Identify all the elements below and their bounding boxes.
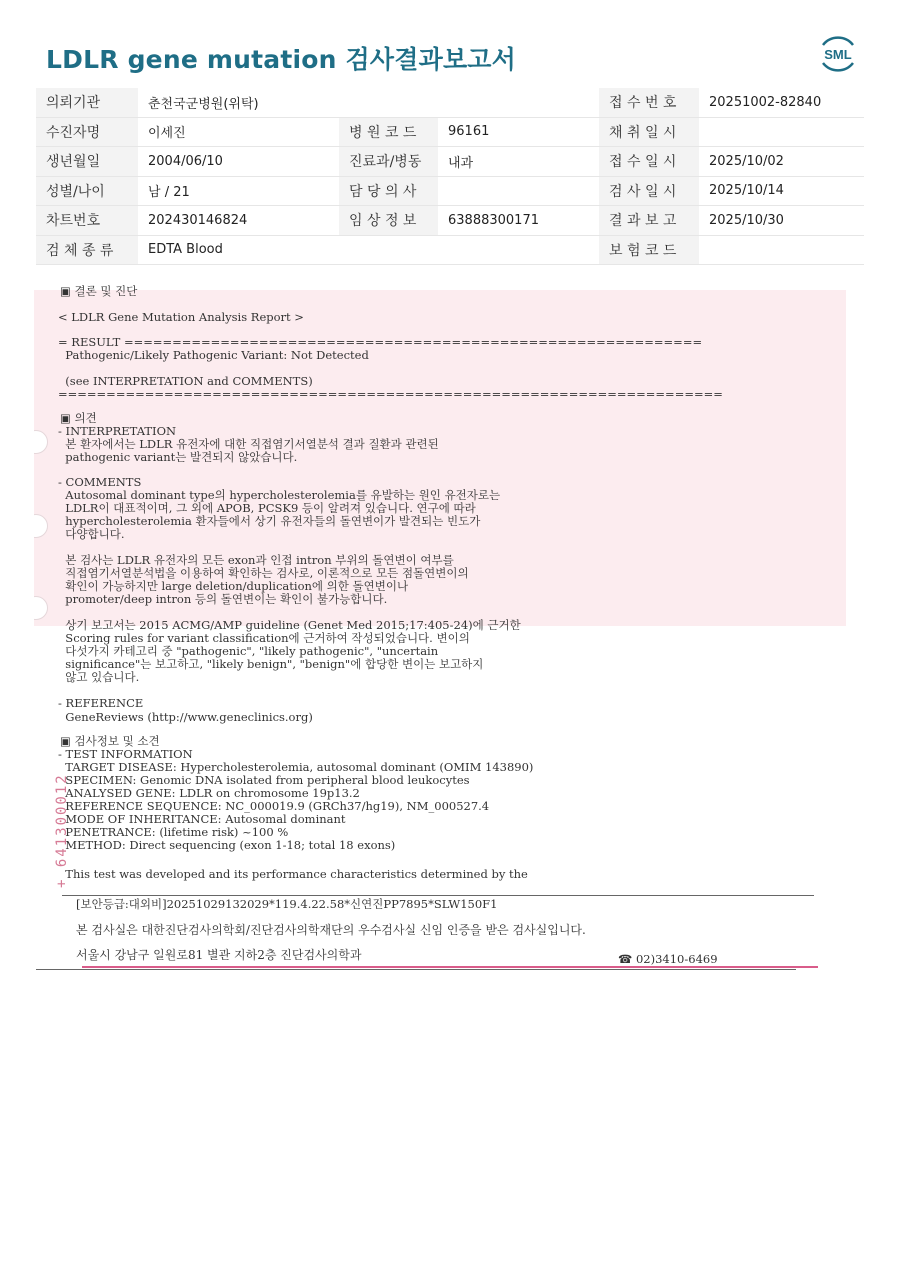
footer-divider bbox=[62, 895, 814, 896]
comment-line: 상기 보고서는 2015 ACMG/AMP guideline (Genet Med 2015;17:405-24)에 근거한 bbox=[58, 618, 521, 632]
section-conclusion-heading: ▣ 결론 및 진단 bbox=[60, 284, 138, 298]
value-sex-age: 남 / 21 bbox=[138, 176, 339, 206]
test-info-line: PENETRANCE: (lifetime risk) ~100 % bbox=[58, 825, 289, 839]
info-row bbox=[36, 176, 864, 206]
label-birth-date: 생년월일 bbox=[36, 147, 138, 177]
value-chart-number: 202430146824 bbox=[138, 206, 339, 236]
footer-bottom-line bbox=[36, 969, 796, 970]
footer-phone: ☎ 02)3410-6469 bbox=[618, 952, 718, 966]
label-clinical-info: 임 상 정 보 bbox=[339, 206, 438, 236]
result-divider-end: ===================================================================== bbox=[58, 387, 723, 401]
test-info-line: SPECIMEN: Genomic DNA isolated from peripheral blood leukocytes bbox=[58, 773, 470, 787]
label-insurance-code: 보 험 코 드 bbox=[599, 235, 699, 265]
test-info-line: TARGET DISEASE: Hypercholesterolemia, autosomal dominant (OMIM 143890) bbox=[58, 760, 534, 774]
report-name: < LDLR Gene Mutation Analysis Report > bbox=[58, 310, 304, 324]
info-row bbox=[36, 88, 864, 117]
test-info-heading: - TEST INFORMATION bbox=[58, 747, 193, 761]
test-info-line: REFERENCE SEQUENCE: NC_000019.9 (GRCh37/hg19), NM_000527.4 bbox=[58, 799, 490, 813]
report-title: LDLR gene mutation 검사결과보고서 bbox=[46, 45, 516, 74]
value-birth-date: 2004/06/10 bbox=[138, 147, 339, 177]
label-department: 진료과/병동 bbox=[339, 147, 438, 177]
comment-line: promoter/deep intron 등의 돌연변이는 확인이 불가능합니다. bbox=[58, 592, 388, 606]
label-specimen-type: 검 체 종 류 bbox=[36, 235, 138, 265]
value-physician bbox=[438, 176, 599, 206]
comment-line: 않고 있습니다. bbox=[58, 670, 140, 684]
label-physician: 담 당 의 사 bbox=[339, 176, 438, 206]
result-see-note: (see INTERPRETATION and COMMENTS) bbox=[58, 374, 313, 388]
value-patient-name: 이세진 bbox=[138, 117, 339, 147]
comment-line: 다양합니다. bbox=[58, 527, 125, 541]
value-test-date: 2025/10/14 bbox=[699, 176, 864, 206]
label-requesting-institution: 의뢰기관 bbox=[36, 88, 138, 117]
comment-line: significance"는 보고하고, "likely benign", "benign"에 합당한 변이는 보고하지 bbox=[58, 657, 484, 671]
side-code: + 641300012 bbox=[54, 773, 70, 888]
comment-line: Scoring rules for variant classification에 근거하여 작성되었습니다. 변이의 bbox=[58, 631, 470, 645]
label-report-date: 결 과 보 고 bbox=[599, 206, 699, 236]
value-clinical-info: 63888300171 bbox=[438, 206, 599, 236]
interpretation-heading: - INTERPRETATION bbox=[58, 424, 177, 438]
footer-security: [보안등급:대외비]20251029132029*119.4.22.58*신연진PP7895*SLW150F1 bbox=[76, 897, 498, 911]
comment-line: hypercholesterolemia 환자들에서 상기 유전자들의 돌연변이가 발견되는 빈도가 bbox=[58, 514, 481, 528]
info-row bbox=[36, 206, 864, 236]
comment-line: Autosomal dominant type의 hypercholesterolemia를 유발하는 원인 유전자로는 bbox=[58, 488, 501, 502]
value-receipt-date: 2025/10/02 bbox=[699, 147, 864, 177]
comment-line: 확인이 가능하지만 large deletion/duplication에 의한 돌연변이나 bbox=[58, 579, 409, 593]
test-info-line: METHOD: Direct sequencing (exon 1-18; total 18 exons) bbox=[58, 838, 396, 852]
label-chart-number: 차트번호 bbox=[36, 206, 138, 236]
value-receipt-number: 20251002-82840 bbox=[699, 88, 864, 117]
label-receipt-date: 접 수 일 시 bbox=[599, 147, 699, 177]
label-patient-name: 수진자명 bbox=[36, 117, 138, 147]
comment-line: 직접염기서열분석법을 이용하여 확인하는 검사로, 이론적으로 모든 점돌연변이의 bbox=[58, 566, 469, 580]
reference-line: GeneReviews (http://www.geneclinics.org) bbox=[58, 710, 313, 724]
info-row bbox=[36, 117, 864, 147]
value-department: 내과 bbox=[438, 147, 599, 177]
comments-heading: - COMMENTS bbox=[58, 475, 142, 489]
info-row bbox=[36, 235, 864, 265]
test-info-line: ANALYSED GENE: LDLR on chromosome 19p13.2 bbox=[58, 786, 360, 800]
value-hospital-code: 96161 bbox=[438, 117, 599, 147]
sml-logo bbox=[815, 31, 861, 77]
test-info-line: MODE OF INHERITANCE: Autosomal dominant bbox=[58, 812, 346, 826]
interpretation-line: 본 환자에서는 LDLR 유전자에 대한 직접염기서열분석 결과 질환과 관련된 bbox=[58, 437, 439, 451]
footer-certification: 본 검사실은 대한진단검사의학회/진단검사의학재단의 우수검사실 신임 인증을 받은 검사실입니다. bbox=[76, 923, 586, 937]
comment-line: 본 검사는 LDLR 유전자의 모든 exon과 인접 intron 부위의 돌연변이 여부를 bbox=[58, 553, 454, 567]
comment-line: 다섯가지 카테고리 중 "pathogenic", "likely pathogenic", "uncertain bbox=[58, 644, 439, 658]
reference-heading: - REFERENCE bbox=[58, 696, 144, 710]
result-divider: = RESULT ============================================================ bbox=[58, 335, 703, 349]
test-info-line: This test was developed and its performance characteristics determined by the bbox=[58, 867, 528, 881]
label-hospital-code: 병 원 코 드 bbox=[339, 117, 438, 147]
section-test-heading: ▣ 검사정보 및 소견 bbox=[60, 734, 160, 748]
value-collection-date bbox=[699, 117, 864, 147]
label-sex-age: 성별/나이 bbox=[36, 176, 138, 206]
footer-pink-line bbox=[82, 966, 818, 968]
comment-line: LDLR이 대표적이며, 그 외에 APOB, PCSK9 등이 알려져 있습니다. 연구에 따라 bbox=[58, 501, 476, 515]
label-collection-date: 채 취 일 시 bbox=[599, 117, 699, 147]
value-insurance-code bbox=[699, 235, 864, 265]
label-test-date: 검 사 일 시 bbox=[599, 176, 699, 206]
scanned-report bbox=[34, 268, 854, 980]
patient-info-table bbox=[36, 88, 864, 265]
section-opinion-heading: ▣ 의견 bbox=[60, 411, 97, 425]
value-report-date: 2025/10/30 bbox=[699, 206, 864, 236]
result-value: Pathogenic/Likely Pathogenic Variant: Not Detected bbox=[58, 348, 369, 362]
interpretation-line: pathogenic variant는 발견되지 않았습니다. bbox=[58, 450, 298, 464]
footer-address: 서울시 강남구 일원로81 별관 지하2층 진단검사의학과 bbox=[76, 948, 362, 962]
value-requesting-institution: 춘천국군병원(위탁) bbox=[138, 88, 599, 117]
value-specimen-type: EDTA Blood bbox=[138, 235, 599, 265]
info-row bbox=[36, 147, 864, 177]
label-receipt-number: 접 수 번 호 bbox=[599, 88, 699, 117]
logo-text: SML bbox=[824, 47, 852, 62]
